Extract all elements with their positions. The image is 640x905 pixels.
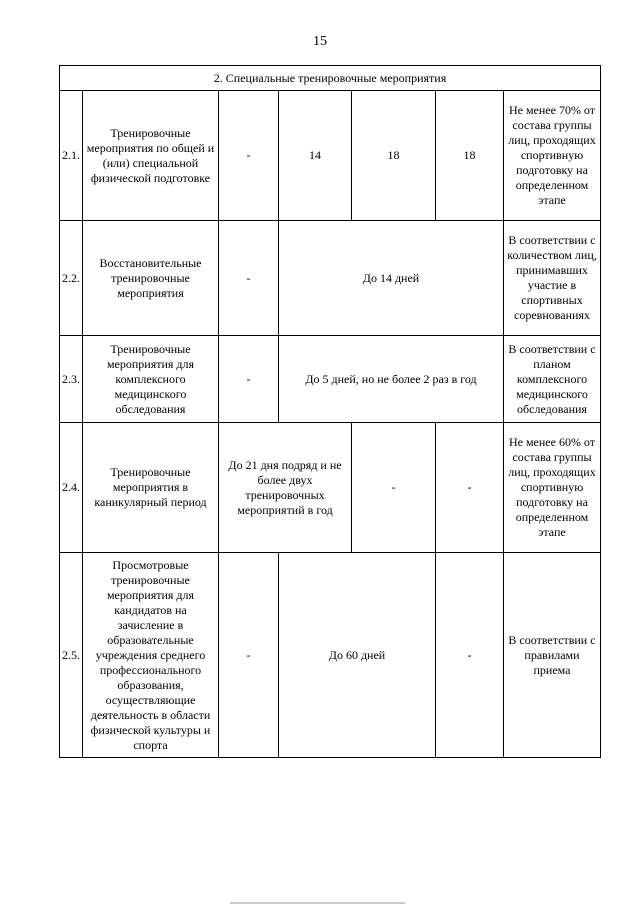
row-number: 2.1. <box>60 91 83 221</box>
event-name: Восстановительные тренировочные мероприятия <box>83 221 219 336</box>
merged-value-cell: До 5 дней, но не более 2 раз в год <box>279 336 504 423</box>
training-events-table <box>59 65 601 758</box>
value-cell: 18 <box>352 91 436 221</box>
value-cell: - <box>219 553 279 758</box>
value-cell: 14 <box>279 91 352 221</box>
value-cell: - <box>219 336 279 423</box>
value-cell: - <box>219 91 279 221</box>
scan-edge-line <box>230 902 405 904</box>
note-cell: Не менее 60% от состава группы лиц, проходящих спортивную подготовку на определенном этапе <box>504 423 601 553</box>
row-number: 2.5. <box>60 553 83 758</box>
note-cell: В соответствии с планом комплексного медицинского обследования <box>504 336 601 423</box>
note-cell: Не менее 70% от состава группы лиц, проходящих спортивную подготовку на определенном этапе <box>504 91 601 221</box>
table-row <box>60 221 601 336</box>
row-number: 2.2. <box>60 221 83 336</box>
value-cell: - <box>219 221 279 336</box>
note-cell: В соответствии с количеством лиц, принимавших участие в спортивных соревнованиях <box>504 221 601 336</box>
table-row <box>60 423 601 553</box>
event-name: Тренировочные мероприятия для комплексного медицинского обследования <box>83 336 219 423</box>
value-cell: - <box>436 553 504 758</box>
merged-value-cell: До 60 дней <box>279 553 436 758</box>
section-header-row <box>60 66 601 91</box>
row-number: 2.4. <box>60 423 83 553</box>
value-cell: - <box>352 423 436 553</box>
section-title: 2. Специальные тренировочные мероприятия <box>60 66 601 91</box>
event-name: Просмотровые тренировочные мероприятия для кандидатов на зачисление в образовательные учреждения среднего профессионального образования, осуществляющие деятельность в области физической культуры и спорта <box>83 553 219 758</box>
note-cell: В соответствии с правилами приема <box>504 553 601 758</box>
merged-value-cell: До 14 дней <box>279 221 504 336</box>
page-number: 15 <box>313 34 327 49</box>
table-row <box>60 91 601 221</box>
table-row <box>60 553 601 758</box>
value-cell: 18 <box>436 91 504 221</box>
event-name: Тренировочные мероприятия по общей и (или) специальной физической подготовке <box>83 91 219 221</box>
row-number: 2.3. <box>60 336 83 423</box>
value-cell: - <box>436 423 504 553</box>
merged-value-cell: До 21 дня подряд и не более двух тренировочных мероприятий в год <box>219 423 352 553</box>
event-name: Тренировочные мероприятия в каникулярный период <box>83 423 219 553</box>
table-row <box>60 336 601 423</box>
